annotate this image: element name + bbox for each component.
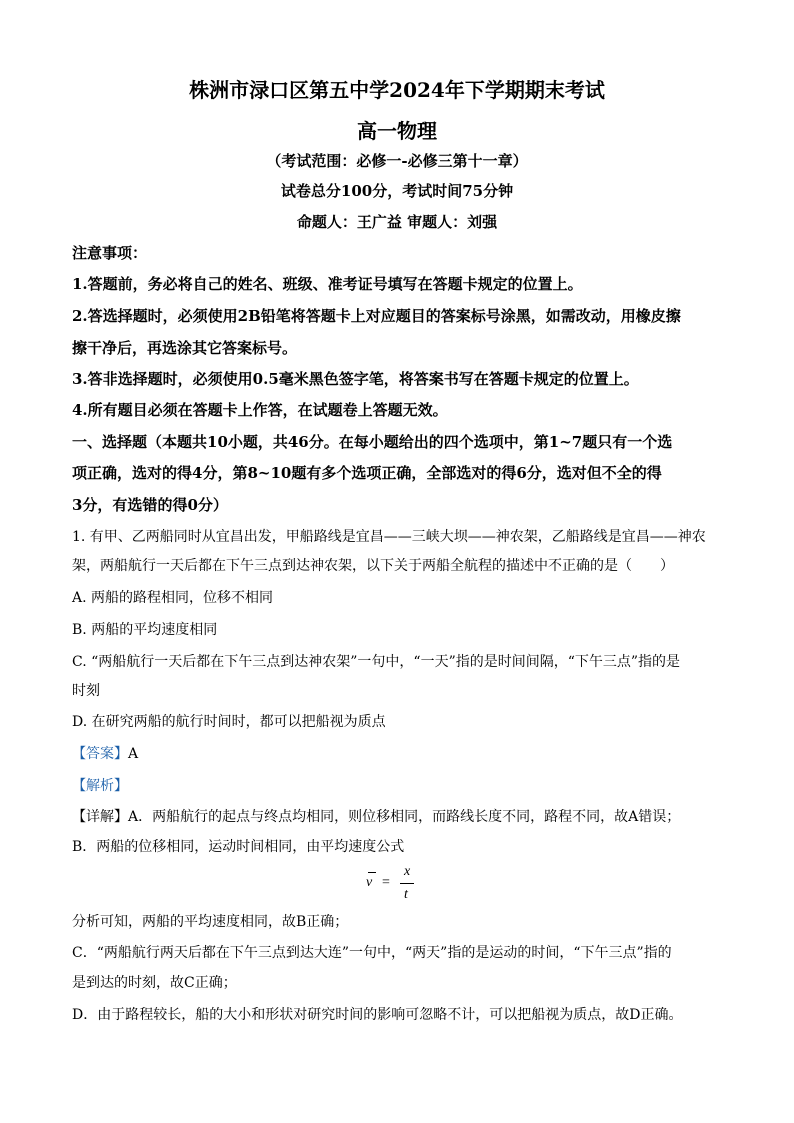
option-b: B. 两船的平均速度相同 xyxy=(72,622,218,638)
detail-line: 是到达的时刻，故C正确； xyxy=(72,975,237,991)
formula-denominator: t xyxy=(404,887,408,902)
score-time: 试卷总分100分，考试时间75分钟 xyxy=(280,182,514,200)
answer-label: 【答案】 xyxy=(72,746,128,762)
analysis-label: 【解析】 xyxy=(72,778,128,794)
note-item: 擦干净后，再选涂其它答案标号。 xyxy=(72,339,298,357)
authors: 命题人：王广益 审题人：刘强 xyxy=(296,213,498,231)
exam-title: 株洲市渌口区第五中学2024年下学期期末考试 xyxy=(189,78,605,102)
option-c-cont: 时刻 xyxy=(72,683,100,699)
average-velocity-formula xyxy=(364,862,424,906)
detail-line: B．两船的位移相同，运动时间相同，由平均速度公式 xyxy=(72,839,405,855)
note-item: 1.答题前，务必将自己的姓名、班级、准考证号填写在答题卡规定的位置上。 xyxy=(72,275,583,293)
formula-numerator: x xyxy=(404,864,411,879)
detail-line: 分析可知，两船的平均速度相同，故B正确； xyxy=(72,914,349,930)
note-item: 4.所有题目必须在答题卡上作答，在试题卷上答题无效。 xyxy=(72,401,448,419)
detail-line: D．由于路程较长，船的大小和形状对研究时间的影响可忽略不计，可以把船视为质点，故D正确。 xyxy=(72,1007,683,1023)
formula-lhs: v xyxy=(366,875,373,890)
question-stem: 1. 有甲、乙两船同时从宜昌出发，甲船路线是宜昌——三峡大坝——神农架，乙船路线是宜昌——神农 xyxy=(72,529,706,545)
answer-value: A xyxy=(128,746,139,762)
detail-line: C．“两船航行两天后都在下午三点到达大连”一句中，“两天”指的是运动的时间，“下午三点”指的 xyxy=(72,945,672,961)
option-d: D. 在研究两船的航行时间时，都可以把船视为质点 xyxy=(72,714,386,730)
option-a: A. 两船的路程相同，位移不相同 xyxy=(72,590,274,606)
answer-line xyxy=(72,743,138,763)
notes-heading: 注意事项： xyxy=(72,244,148,262)
section-heading: 一、选择题（本题共10小题，共46分。在每小题给出的四个选项中，第1~7题只有一个选 xyxy=(72,433,673,451)
section-heading: 3分，有选错的得0分） xyxy=(72,496,228,514)
note-item: 2.答选择题时，必须使用2B铅笔将答题卡上对应题目的答案标号涂黑，如需改动，用橡皮擦 xyxy=(72,307,681,325)
note-item: 3.答非选择题时，必须使用0.5毫米黑色签字笔，将答案书写在答题卡规定的位置上。 xyxy=(72,370,639,388)
question-stem: 架，两船航行一天后都在下午三点到达神农架，以下关于两船全航程的描述中不正确的是（ ） xyxy=(72,558,674,574)
overbar xyxy=(368,872,376,873)
section-heading: 项正确，选对的得4分，第8~10题有多个选项正确，全部选对的得6分，选对但不全的得 xyxy=(72,464,662,482)
option-c: C. “两船航行一天后都在下午三点到达神农架”一句中，“一天”指的是时间间隔，“下午三点”指的是 xyxy=(72,654,681,670)
subject-title: 高一物理 xyxy=(357,119,437,143)
exam-scope: （考试范围：必修一-必修三第十一章） xyxy=(266,152,528,170)
formula-equals: = xyxy=(382,875,390,890)
detail-line: 【详解】A．两船航行的起点与终点均相同，则位移相同，而路线长度不同，路程不同，故A错误； xyxy=(72,809,681,825)
fraction-line xyxy=(400,883,414,884)
